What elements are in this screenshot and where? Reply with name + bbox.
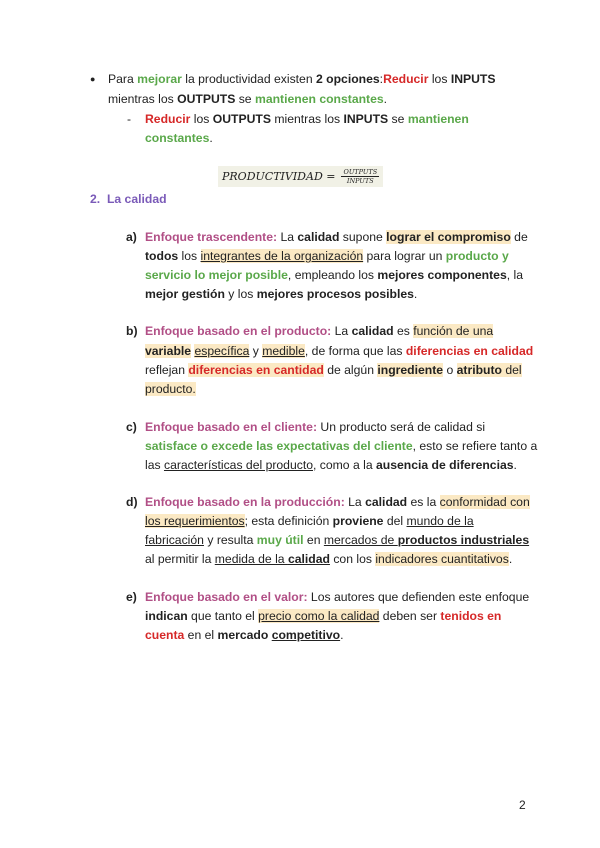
text: , la [506,268,523,282]
formula-lhs: PRODUCTIVIDAD = [222,170,336,183]
text: ausencia de diferencias [376,458,514,472]
item-c-line-3 [145,456,517,475]
text: Enfoque basado en el valor: [145,590,308,604]
item-e-line-3 [145,626,344,645]
text: , empleando los [287,268,378,282]
text: tenidos en [440,609,502,623]
text: INPUTS [343,112,389,126]
item-d-label: d) [126,495,138,509]
text: muy útil [256,533,304,547]
item-d-line-3 [145,531,529,550]
text: . [513,458,517,472]
text: diferencias en calidad [405,344,534,358]
item-d-line-1 [145,493,530,512]
text: . [508,552,513,566]
text: atributo [456,363,502,377]
formula-numerator: OUTPUTS [343,168,378,176]
text: mejores procesos posibles [256,287,414,301]
item-b-label: b) [126,324,138,338]
text: mejor gestión [145,287,225,301]
text: supone [339,230,387,244]
item-a-line-2 [145,247,509,266]
text: y [249,344,263,358]
text: medida de la [214,552,288,566]
text: conformidad con [439,495,530,509]
section-title: La calidad [106,192,167,206]
text: Enfoque basado en el cliente: [145,420,318,434]
text: OUTPUTS [177,92,236,106]
text: para lograr un [363,249,446,263]
text: precio como la calidad [258,609,380,623]
item-e-line-1 [145,588,529,607]
text: del [501,363,522,377]
text: o [443,363,457,377]
text: 2 opciones [316,72,380,86]
text: La [344,495,366,509]
text: , como a la [313,458,376,472]
text: medible [262,344,305,358]
text: y los [224,287,257,301]
text: mejores componentes [377,268,507,282]
text: Un producto será de calidad si [317,420,486,434]
text: diferencias en cantidad [188,363,324,377]
text: con los [329,552,376,566]
item-c-line-1 [145,418,485,437]
text: fabricación [145,533,204,547]
text: productos industriales [397,533,530,547]
text: variable [145,344,192,358]
text: los [190,112,213,126]
text: , esto se refiere tanto a [412,439,538,453]
text: características del producto [163,458,313,472]
text: calidad [365,495,408,509]
text: . [383,92,388,106]
text: OUTPUTS [212,112,271,126]
text: servicio lo mejor posible [145,268,288,282]
item-a-line-1 [145,228,528,247]
text: que tanto el [187,609,259,623]
text: producto y [445,249,509,263]
intro-line-1 [108,70,496,89]
bullet-icon: ● [90,74,96,84]
text: proviene [332,514,384,528]
text: calidad [351,324,394,338]
text: mantienen [407,112,469,126]
sub-line-2 [145,129,213,148]
intro-line-2 [108,90,387,109]
text: de algún [323,363,378,377]
text: indicadores cuantitativos [375,552,509,566]
text: , de forma que las [304,344,406,358]
text: Reducir [145,112,191,126]
text: se [235,92,255,106]
text: función de una [413,324,494,338]
sub-dash [127,110,131,129]
text: deben ser [379,609,441,623]
text: las [145,458,164,472]
text: mercados de [323,533,398,547]
text: constantes [145,131,210,145]
item-a-line-3 [145,266,523,285]
item-c-line-2 [145,437,537,456]
text: mientras los [270,112,344,126]
item-e-line-2 [145,607,501,626]
text: Los autores que defienden este enfoque [307,590,530,604]
text: . [340,628,344,642]
text: . [413,287,418,301]
text: es la [407,495,440,509]
text: Para [108,72,138,86]
text: los [428,72,451,86]
item-b-line-2 [145,342,533,361]
text: Enfoque basado en el producto: [145,324,332,338]
text: indican [145,609,188,623]
item-d-line-2 [145,512,474,531]
item-b-line-4 [145,380,196,399]
text: reflejan [145,363,189,377]
text: producto. [145,382,196,396]
text: La [331,324,352,338]
item-c-label: c) [126,420,137,434]
text: mejorar [137,72,182,86]
text: la productividad existen [181,72,316,86]
text: integrantes de la organización [200,249,364,263]
text: de [510,230,528,244]
item-b-line-3 [145,361,522,380]
text: mientras los [108,92,178,106]
text: al permitir la [145,552,215,566]
text: cuenta [145,628,185,642]
formula-denominator: INPUTS [346,177,374,185]
item-a-label: a) [126,230,137,244]
item-d-line-4 [145,550,512,569]
item-e-label: e) [126,590,137,604]
productivity-formula [218,166,383,187]
text: todos [145,249,179,263]
text: los requerimientos [145,514,245,528]
text: Reducir [383,72,429,86]
text: mantienen constantes [254,92,384,106]
text: los [178,249,201,263]
text: en el [184,628,218,642]
text: calidad [297,230,340,244]
formula-fraction [341,168,379,185]
page-number: 2 [519,798,526,812]
item-b-line-1 [145,322,493,341]
text: : [379,72,384,86]
text: en [303,533,324,547]
text: específica [194,344,250,358]
text: La [277,230,298,244]
text: se [388,112,408,126]
text: y resulta [203,533,257,547]
text: mercado [217,628,269,642]
section-number: 2. [90,192,101,206]
item-a-line-4 [145,285,417,304]
text: Enfoque trascendente: [145,230,278,244]
sub-line-1 [145,110,469,129]
text: competitivo [271,628,341,642]
text: INPUTS [450,72,496,86]
text: Enfoque basado en la producción: [145,495,345,509]
text: ingrediente [377,363,444,377]
text: mundo de la [406,514,474,528]
text: del [383,514,407,528]
text: calidad [287,552,330,566]
text: ; esta definición [244,514,333,528]
section-heading [90,190,167,209]
text: satisface o excede las expectativas del cliente [145,439,413,453]
text: . [209,131,213,145]
text: es [393,324,414,338]
text: lograr el compromiso [386,230,511,244]
text: - [127,112,132,126]
